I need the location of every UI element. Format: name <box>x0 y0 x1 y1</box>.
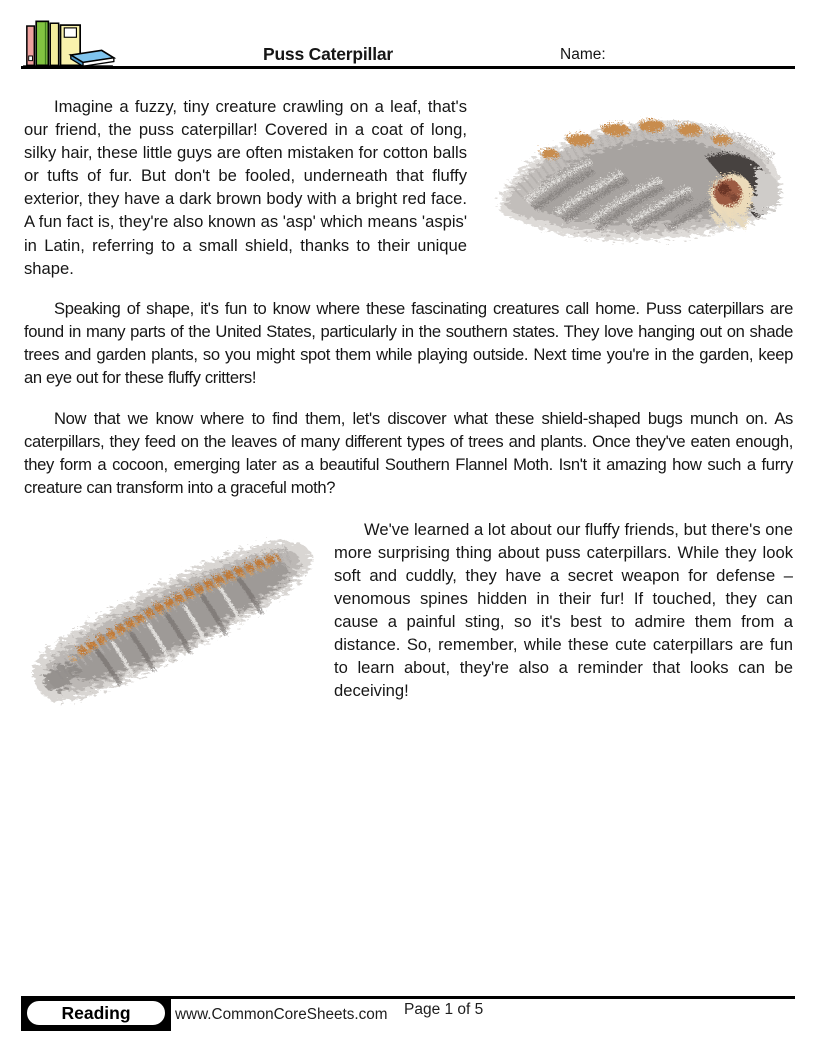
reading-badge <box>21 996 171 1031</box>
name-label: Name: <box>560 46 606 63</box>
reading-passage <box>24 95 793 714</box>
caterpillar-photo-bottom <box>24 518 320 714</box>
paragraph-1 <box>24 95 793 280</box>
page-title: Puss Caterpillar <box>262 44 394 64</box>
paragraph-3-text: Now that we know where to find them, let's discover what these shield-shaped bugs munch on. As caterpillars, they feed on the leaves of many different types of trees and plants. Once they've eaten enough, they form a cocoon, emerging later as a beautiful Southern Flannel Moth. Isn't it amazing how such a furry creature can transform into a graceful moth? <box>24 409 793 498</box>
header-rule <box>21 66 795 69</box>
paragraph-4 <box>24 518 793 703</box>
paragraph-1-text: Imagine a fuzzy, tiny creature crawling on a leaf, that's our friend, the puss caterpillar! Covered in a coat of long, silky hair, these little guys are often mistaken for cotton balls or tufts of fur. But don't be fooled, underneath that fluffy exterior, they have a dark brown body with a bright red face. A fun fact is, they're also known as 'asp' which means 'aspis' in Latin, referring to a small shield, thanks to their unique shape. <box>24 97 467 278</box>
books-icon <box>20 12 116 70</box>
page-count: Page 1 of 5 <box>404 1001 484 1018</box>
website-url: www.CommonCoreSheets.com <box>175 1006 388 1023</box>
paragraph-2-text: Speaking of shape, it's fun to know where these fascinating creatures call home. Puss caterpillars are found in many parts of the United States, particularly in the southern states. They love hanging out on shade trees and garden plants, so you might spot them while playing outside. Next time you're in the garden, keep an eye out for these fluffy critters! <box>24 298 793 388</box>
paragraph-3 <box>24 407 793 499</box>
caterpillar-photo-top <box>491 97 793 289</box>
paragraph-2 <box>24 297 793 389</box>
reading-badge-label: Reading <box>25 999 167 1027</box>
paragraph-4-text: We've learned a lot about our fluffy friends, but there's one more surprising thing about puss caterpillars. While they look soft and cuddly, they have a secret weapon for defense – venomous spines hidden in their fur! If touched, they can cause a painful sting, so it's best to admire them from a distance. So, remember, while these cute caterpillars are fun to learn about, they're also a reminder that looks can be deceiving! <box>334 519 793 701</box>
